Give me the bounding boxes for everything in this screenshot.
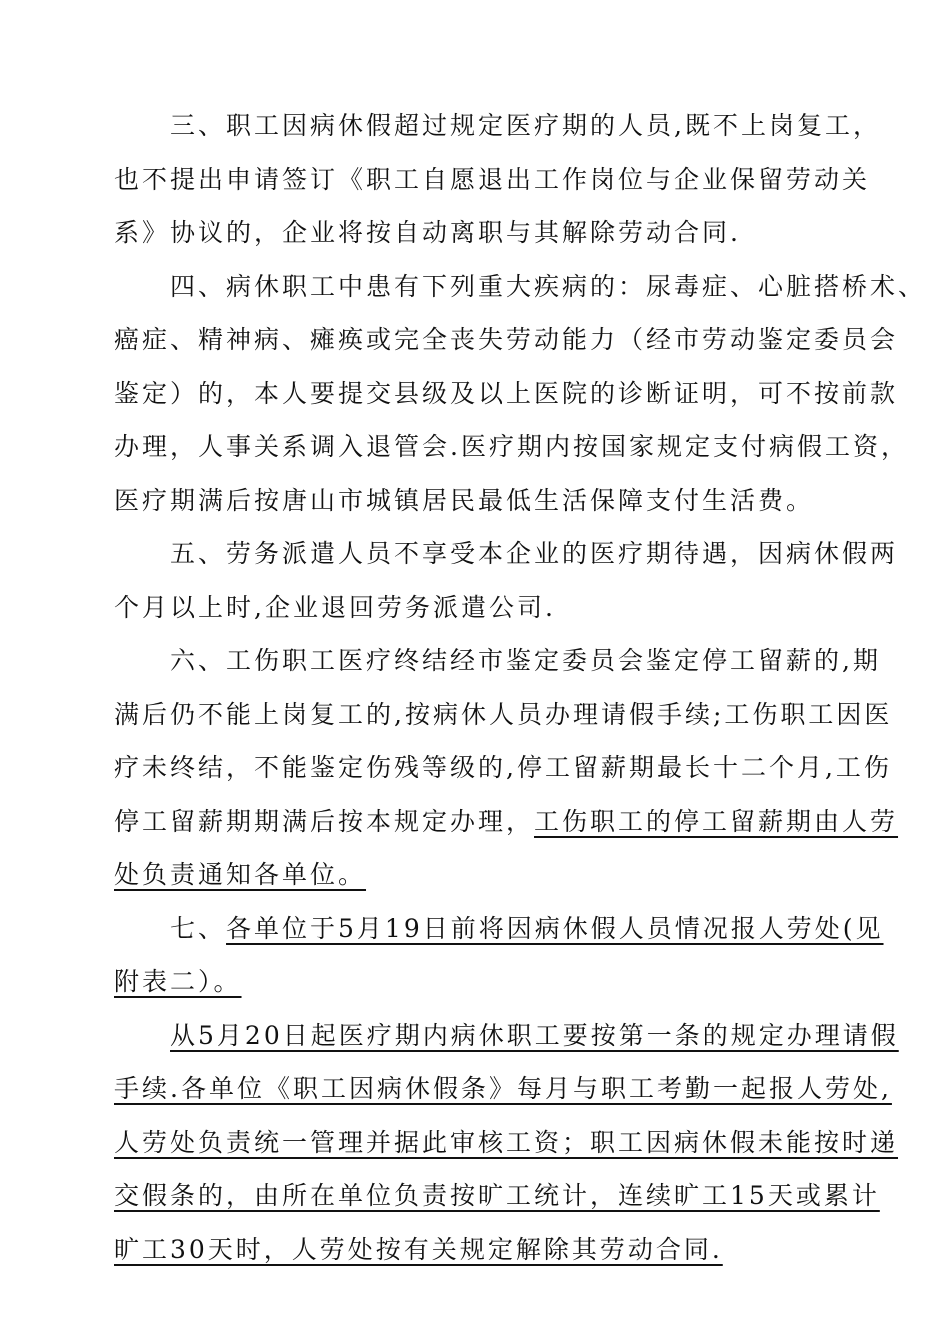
text-line: 也不提出申请签订《职工自愿退出工作岗位与企业保留劳动关: [114, 164, 871, 194]
text-line: 满后仍不能上岗复工的,按病休人员办理请假手续;工伤职工因医: [114, 699, 893, 729]
text-line: 鉴定）的，本人要提交县级及以上医院的诊断证明，可不按前款: [114, 378, 899, 408]
text-line: 七、各单位于5月19日前将因病休假人员情况报人劳处(见: [170, 913, 884, 943]
text-line: 医疗期满后按唐山市城镇居民最低生活保障支付生活费。: [114, 485, 815, 515]
document-body: [114, 106, 927, 1283]
text-line: 系》协议的，企业将按自动离职与其解除劳动合同.: [114, 218, 741, 247]
text-line: 办理，人事关系调入退管会.医疗期内按国家规定支付病假工资，: [114, 432, 909, 461]
text-line: 五、劳务派遣人员不享受本企业的医疗期待遇，因病休假两: [170, 539, 899, 568]
text-line: 三、职工因病休假超过规定医疗期的人员,既不上岗复工，: [170, 111, 881, 140]
text-line: 六、工伤职工医疗终结经市鉴定委员会鉴定停工留薪的,期: [170, 646, 881, 675]
text-line: 从5月20日起医疗期内病休职工要按第一条的规定办理请假: [170, 1020, 899, 1050]
text-line: 旷工30天时，人劳处按有关规定解除其劳动合同.: [114, 1234, 723, 1264]
text-line: 人劳处负责统一管理并据此审核工资；职工因病休假未能按时递: [114, 1127, 899, 1157]
text-line: 处负责通知各单位。: [114, 860, 367, 889]
text-line: 四、病休职工中患有下列重大疾病的：尿毒症、心脏搭桥术、: [170, 271, 927, 301]
text-line: 停工留薪期期满后按本规定办理，工伤职工的停工留薪期由人劳: [114, 806, 899, 836]
text-line: 癌症、精神病、瘫痪或完全丧失劳动能力（经市劳动鉴定委员会: [114, 325, 899, 354]
text-line: 交假条的，由所在单位负责按旷工统计，连续旷工15天或累计: [114, 1181, 880, 1210]
text-line: 附表二）。: [114, 967, 242, 996]
text-line: 手续.各单位《职工因病休假条》每月与职工考勤一起报人劳处,: [114, 1074, 892, 1103]
text-line: 疗未终结，不能鉴定伤残等级的,停工留薪期最长十二个月,工伤: [114, 753, 892, 782]
text-line: 个月以上时,企业退回劳务派遣公司.: [114, 592, 556, 622]
